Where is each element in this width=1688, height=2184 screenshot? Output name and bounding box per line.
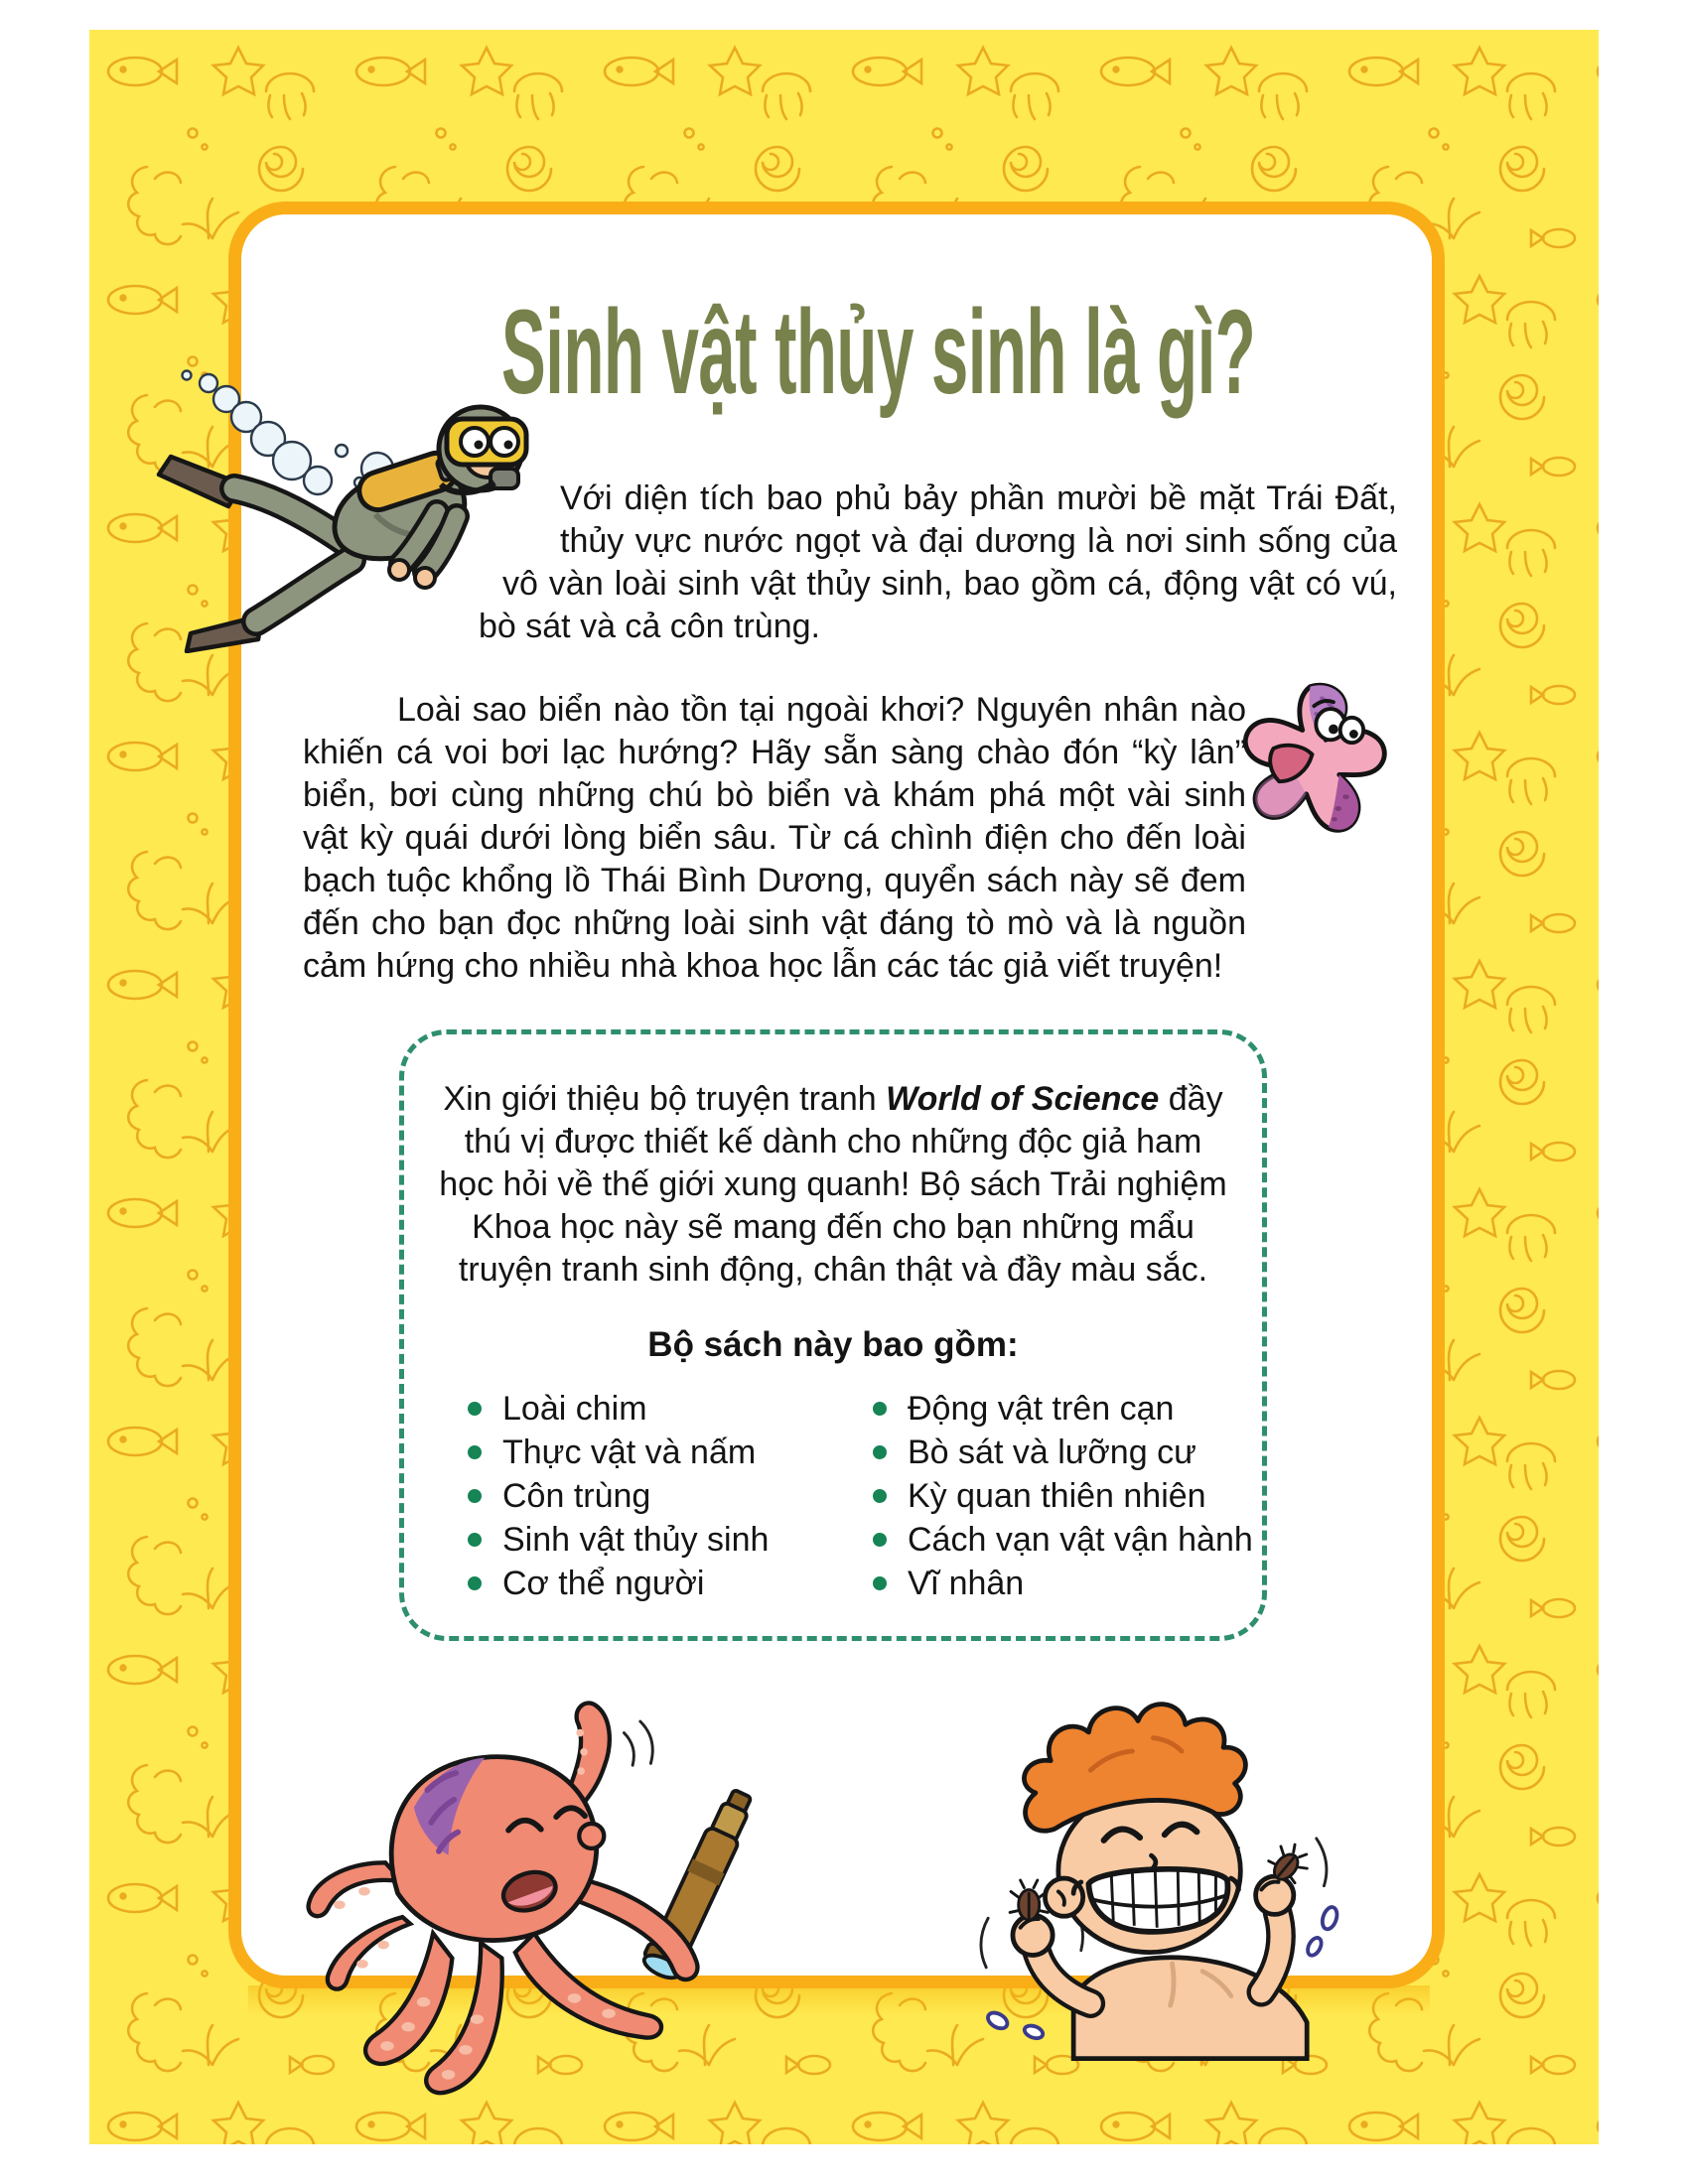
bullet-icon	[873, 1533, 887, 1547]
intro-paragraph	[479, 478, 1397, 648]
discover-paragraph-text: Loài sao biển nào tồn tại ngoài khơi? Nguyên nhân nào khiến cá voi bơi lạc hướng? Hãy sẵn sàng chào đón “kỳ lân” biển, bơi cùng những chú bò biển và khám phá một vài sinh vật kỳ quái dưới lòng biển sâu. Từ cá chình điện cho đến loài bạch tuộc khổng lồ Thái Bình Dương, quyển sách này sẽ đem đến cho bạn đọc những loài sinh vật đáng tò mò và là nguồn cảm hứng cho nhiều nhà khoa học lẫn các tác giả viết truyện!	[303, 691, 1246, 985]
promo-box	[399, 1029, 1267, 1641]
book-list-item: Cơ thể người	[468, 1562, 873, 1605]
bullet-icon	[468, 1402, 482, 1416]
scuba-diver-illustration	[147, 365, 564, 653]
book-list-item: Động vật trên cạn	[873, 1387, 1253, 1431]
octopus-illustration	[288, 1688, 784, 2105]
book-list-item: Thực vật và nấm	[468, 1431, 873, 1474]
boy-holding-insects-icon	[948, 1673, 1375, 2065]
promo-paragraph	[436, 1078, 1230, 1292]
book-list-item: Cách vạn vật vận hành	[873, 1518, 1253, 1562]
book-list-item: Sinh vật thủy sinh	[468, 1518, 873, 1562]
book-list-item: Vĩ nhân	[873, 1562, 1253, 1605]
boy-illustration	[948, 1673, 1375, 2065]
page-title: Sinh vật thủy sinh là gì?	[500, 284, 1256, 420]
bullet-icon	[468, 1489, 482, 1503]
book-list-item: Kỳ quan thiên nhiên	[873, 1474, 1253, 1518]
bullet-icon	[468, 1445, 482, 1459]
bullet-icon	[873, 1402, 887, 1416]
series-name: World of Science	[886, 1080, 1160, 1118]
book-list-column-1	[468, 1387, 873, 1605]
book-list-item: Loài chim	[468, 1387, 873, 1431]
bullet-icon	[873, 1576, 887, 1590]
promo-text-before: Xin giới thiệu bộ truyện tranh	[443, 1080, 887, 1118]
book-list-heading: Bộ sách này bao gồm:	[647, 1325, 1019, 1364]
intro-paragraph-text: Với diện tích bao phủ bảy phần mười bề mặt Trái Đất, thủy vực nước ngọt và đại dương là nơi sinh sống của vô vàn loài sinh vật thủy sinh, bao gồm cá, động vật có vú, bò sát và cả côn trùng.	[479, 479, 1397, 645]
bullet-icon	[873, 1489, 887, 1503]
octopus-with-telescope-icon	[288, 1688, 784, 2105]
bullet-icon	[468, 1576, 482, 1590]
book-list-item: Bò sát và lưỡng cư	[873, 1431, 1253, 1474]
discover-paragraph	[303, 689, 1246, 988]
book-list-item: Côn trùng	[468, 1474, 873, 1518]
scuba-diver-icon	[147, 365, 564, 653]
starfish-icon	[1213, 673, 1407, 867]
book-list-columns	[468, 1387, 1262, 1605]
starfish-illustration	[1213, 673, 1407, 867]
book-list-column-2	[873, 1387, 1253, 1605]
promo-text-after: đầy thú vị được thiết kế dành cho những độc giả ham học hỏi về thế giới xung quanh! Bộ sách Trải nghiệm Khoa học này sẽ mang đến cho bạn những mẩu truyện tranh sinh động, chân thật và đầy màu sắc.	[439, 1080, 1227, 1289]
bullet-icon	[873, 1445, 887, 1459]
bullet-icon	[468, 1533, 482, 1547]
